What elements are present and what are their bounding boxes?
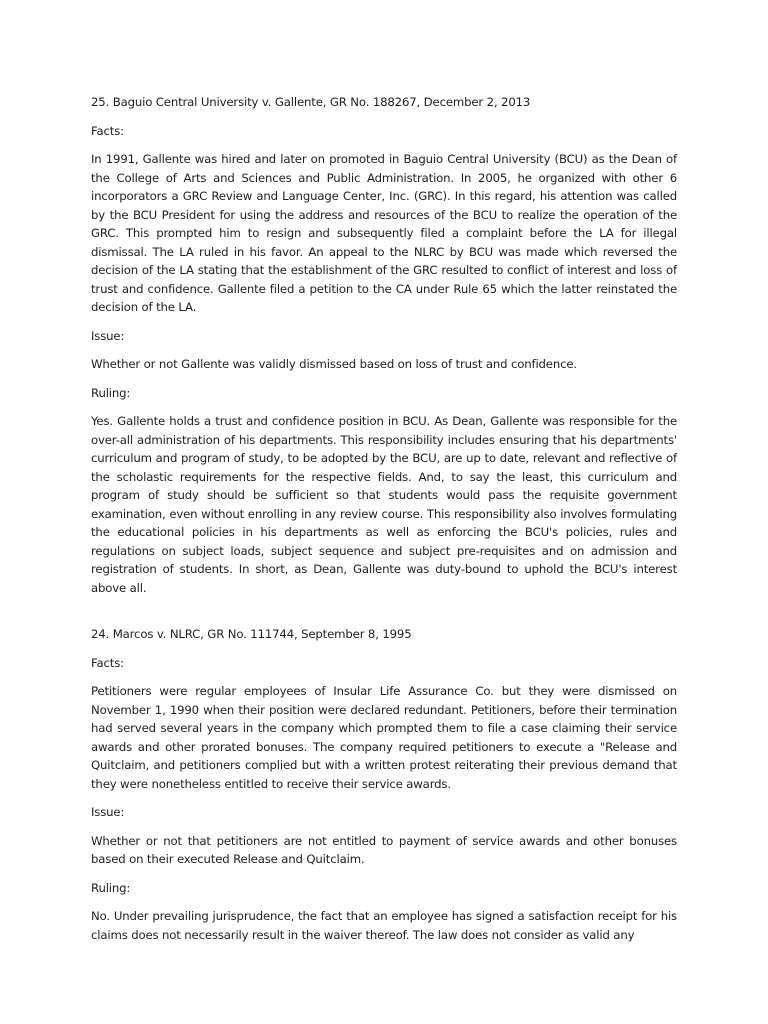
ruling-paragraph: No. Under prevailing jurisprudence, the fact that an employee has signed a satisfaction receipt for his claims does not necessarily result in the waiver thereof. The law does not consider as valid any <box>91 909 677 942</box>
case-digest-baguio-central-university <box>91 93 677 597</box>
case-title: 24. Marcos v. NLRC, GR No. 111744, September 8, 1995 <box>91 627 412 641</box>
issue-paragraph: Whether or not that petitioners are not entitled to payment of service awards and other bonuses based on their executed Release and Quitclaim. <box>91 833 677 866</box>
facts-heading: Facts: <box>91 123 124 138</box>
case-digest-marcos-v-nlrc <box>91 625 677 944</box>
ruling-paragraph: Yes. Gallente holds a trust and confidence position in BCU. As Dean, Gallente was responsible for the over-all administration of his departments. This responsibility includes ensuring that his departments' curriculum and program of study, to be adopted by the BCU, are up to date, relevant and reflective of the scholastic requirements for the respective fields. And, to say the least, this curriculum and program of study should be sufficient so that students would pass the requisite government examination, even without enrolling in any review course. This responsibility also involves formulating the educational policies in his departments as well as enforcing the BCU's policies, rules and regulations on subject loads, subject sequence and subject pre-requisites and on admission and registration of students. In short, as Dean, Gallente was duty-bound to uphold the BCU's interest above all. <box>91 414 677 595</box>
ruling-heading: Ruling: <box>91 385 131 400</box>
issue-heading: Issue: <box>91 328 125 343</box>
facts-paragraph: In 1991, Gallente was hired and later on promoted in Baguio Central University (BCU) as the Dean of the College of Arts and Sciences and Public Administration. In 2005, he organized with other 6 incorporators a GRC Review and Language Center, Inc. (GRC). In this regard, his attention was called by the BCU President for using the address and resources of the BCU to realize the operation of the GRC. This prompted him to resign and subsequently filed a complaint before the LA for illegal dismissal. The LA ruled in his favor. An appeal to the NLRC by BCU was made which reversed the decision of the LA stating that the establishment of the GRC resulted to conflict of interest and loss of trust and confidence. Gallente filed a petition to the CA under Rule 65 which the latter reinstated the decision of the LA. <box>91 152 677 314</box>
facts-heading: Facts: <box>91 655 124 670</box>
case-title: 25. Baguio Central University v. Gallente, GR No. 188267, December 2, 2013 <box>91 95 531 109</box>
issue-heading: Issue: <box>91 805 125 819</box>
facts-paragraph: Petitioners were regular employees of Insular Life Assurance Co. but they were dismissed on November 1, 1990 when their position were declared redundant. Petitioners, before their termination had served several years in the company which prompted them to file a case claiming their service awards and other prorated bonuses. The company required petitioners to execute a "Release and Quitclaim, and petitioners complied but with a written protest reiterating their previous demand that they were nonetheless entitled to receive their service awards. <box>91 684 677 791</box>
issue-paragraph: Whether or not Gallente was validly dismissed based on loss of trust and confidence. <box>91 357 577 371</box>
document-page <box>91 93 677 954</box>
ruling-heading: Ruling: <box>91 880 131 895</box>
